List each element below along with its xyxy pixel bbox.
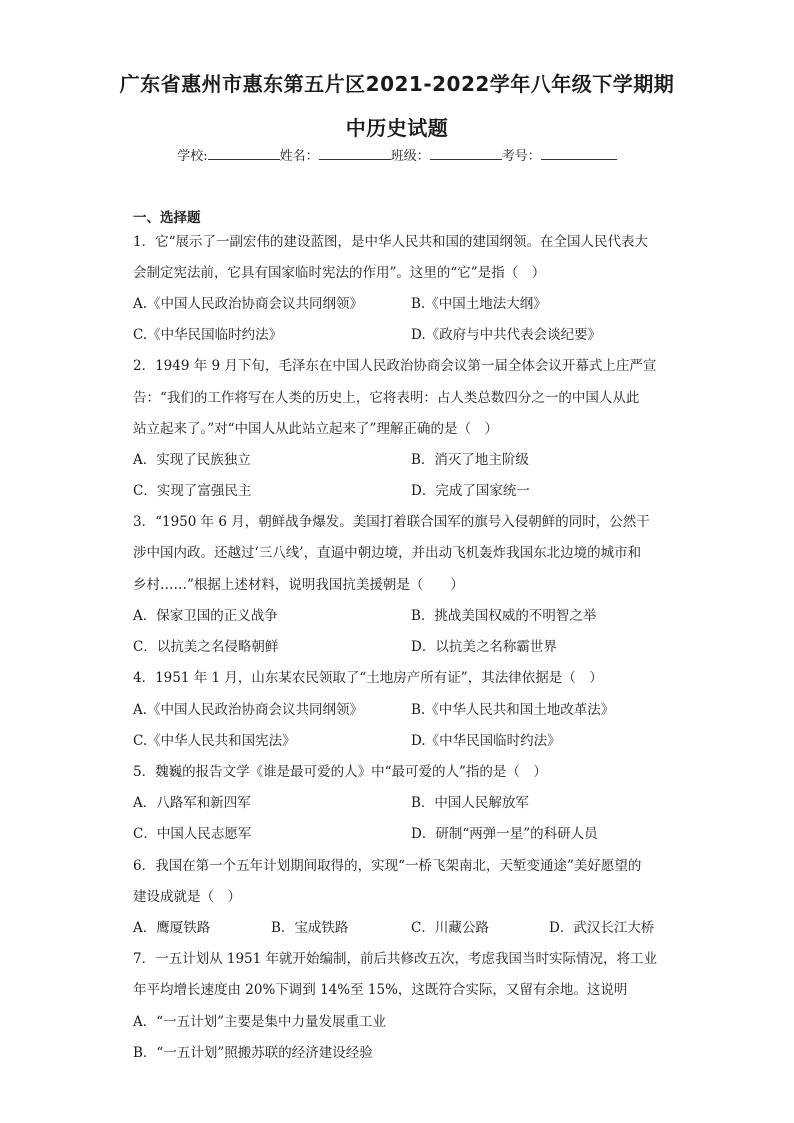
question-6-option-a: A．鹰厦铁路 (133, 920, 211, 936)
question-3-line-2: 涉中国内政。还越过‘三八线’，直逼中朝边境，并出动飞机轰炸我国东北边境的城市和 (133, 545, 642, 561)
question-1-option-b: B.《中国土地法大纲》 (411, 296, 547, 312)
question-3-option-a: A．保家卫国的正义战争 (133, 608, 278, 624)
school-label: 学校: (177, 149, 208, 164)
question-1-line-2: 会制定宪法前，它具有国家临时宪法的作用”。这里的“它”是指（ ） (133, 265, 546, 281)
class-blank (430, 147, 502, 160)
name-label: 姓名： (279, 149, 319, 164)
student-info-fields (0, 145, 794, 164)
section-title: 一、选择题 (133, 210, 201, 226)
question-4-option-a: A.《中国人民政治协商会议共同纲领》 (133, 702, 364, 718)
question-2-line-2: 告：“我们的工作将写在人类的历史上，它将表明：占人类总数四分之一的中国人从此 (133, 390, 640, 406)
question-4-line-1: 4．1951 年 1 月，山东某农民领取了“土地房产所有证”，其法律依据是（ ） (133, 670, 603, 686)
question-5-option-a: A．八路军和新四军 (133, 795, 251, 811)
question-7-option-b: B．“一五计划”照搬苏联的经济建设经验 (133, 1045, 373, 1061)
question-5-option-b: B．中国人民解放军 (411, 795, 529, 811)
question-5-option-c: C．中国人民志愿军 (133, 826, 252, 842)
question-4-option-c: C.《中华人民共和国宪法》 (133, 733, 296, 749)
exam-number-label: 考号： (501, 149, 541, 164)
question-4-option-d: D.《中华民国临时约法》 (411, 733, 561, 749)
question-6-line-1: 6．我国在第一个五年计划期间取得的，实现“一桥飞架南北，天堑变通途”美好愿望的 (133, 858, 642, 874)
question-3-line-3: 乡村……”根据上述材料，说明我国抗美援朝是（ ） (133, 577, 464, 593)
question-1-option-d: D.《政府与中共代表会谈纪要》 (411, 327, 602, 343)
question-3-line-1: 3．“1950 年 6 月，朝鲜战争爆发。美国打着联合国军的旗号入侵朝鲜的同时，公然干 (133, 514, 650, 530)
question-2-option-d: D．完成了国家统一 (411, 483, 530, 499)
question-3-option-d: D．以抗美之名称霸世界 (411, 639, 557, 655)
question-6-option-b: B．宝成铁路 (271, 920, 349, 936)
question-2-option-c: C．实现了富强民主 (133, 483, 252, 499)
school-blank (208, 147, 280, 160)
question-6-option-d: D．武汉长江大桥 (549, 920, 655, 936)
exam-number-blank (541, 147, 617, 160)
question-6-line-2: 建设成就是（ ） (133, 889, 241, 905)
question-1-option-c: C.《中华民国临时约法》 (133, 327, 283, 343)
question-5-option-d: D．研制“两弹一星”的科研人员 (411, 826, 598, 842)
question-2-line-3: 站立起来了。”对“中国人从此站立起来了”理解正确的是（ ） (133, 421, 498, 437)
name-blank (319, 147, 391, 160)
question-7-option-a: A．“一五计划”主要是集中力量发展重工业 (133, 1014, 387, 1030)
question-2-option-a: A．实现了民族独立 (133, 452, 251, 468)
question-7-line-1: 7．一五计划从 1951 年就开始编制，前后共修改五次，考虑我国当时实际情况，将工业 (133, 951, 658, 967)
question-7-line-2: 年平均增长速度由 20%下调到 14%至 15%，这既符合实际，又留有余地。这说明 (133, 982, 628, 998)
class-label: 班级： (390, 149, 430, 164)
exam-title-line-2: 中历史试题 (345, 116, 449, 140)
question-2-line-1: 2．1949 年 9 月下旬，毛泽东在中国人民政治协商会议第一届全体会议开幕式上庄严宣 (133, 358, 657, 374)
question-5-line-1: 5．魏巍的报告文学《谁是最可爱的人》中“最可爱的人”指的是（ ） (133, 764, 547, 780)
question-3-option-c: C．以抗美之名侵略朝鲜 (133, 639, 279, 655)
question-1-line-1: 1．它“展示了一副宏伟的建设蓝图，是中华人民共和国的建国纲领。在全国人民代表大 (133, 234, 648, 250)
exam-title-line-1: 广东省惠州市惠东第五片区2021-2022学年八年级下学期期 (119, 72, 675, 96)
question-3-option-b: B．挑战美国权威的不明智之举 (411, 608, 597, 624)
question-1-option-a: A.《中国人民政治协商会议共同纲领》 (133, 296, 364, 312)
question-2-option-b: B．消灭了地主阶级 (411, 452, 529, 468)
question-4-option-b: B.《中华人民共和国土地改革法》 (411, 702, 615, 718)
question-6-option-c: C．川藏公路 (411, 920, 489, 936)
